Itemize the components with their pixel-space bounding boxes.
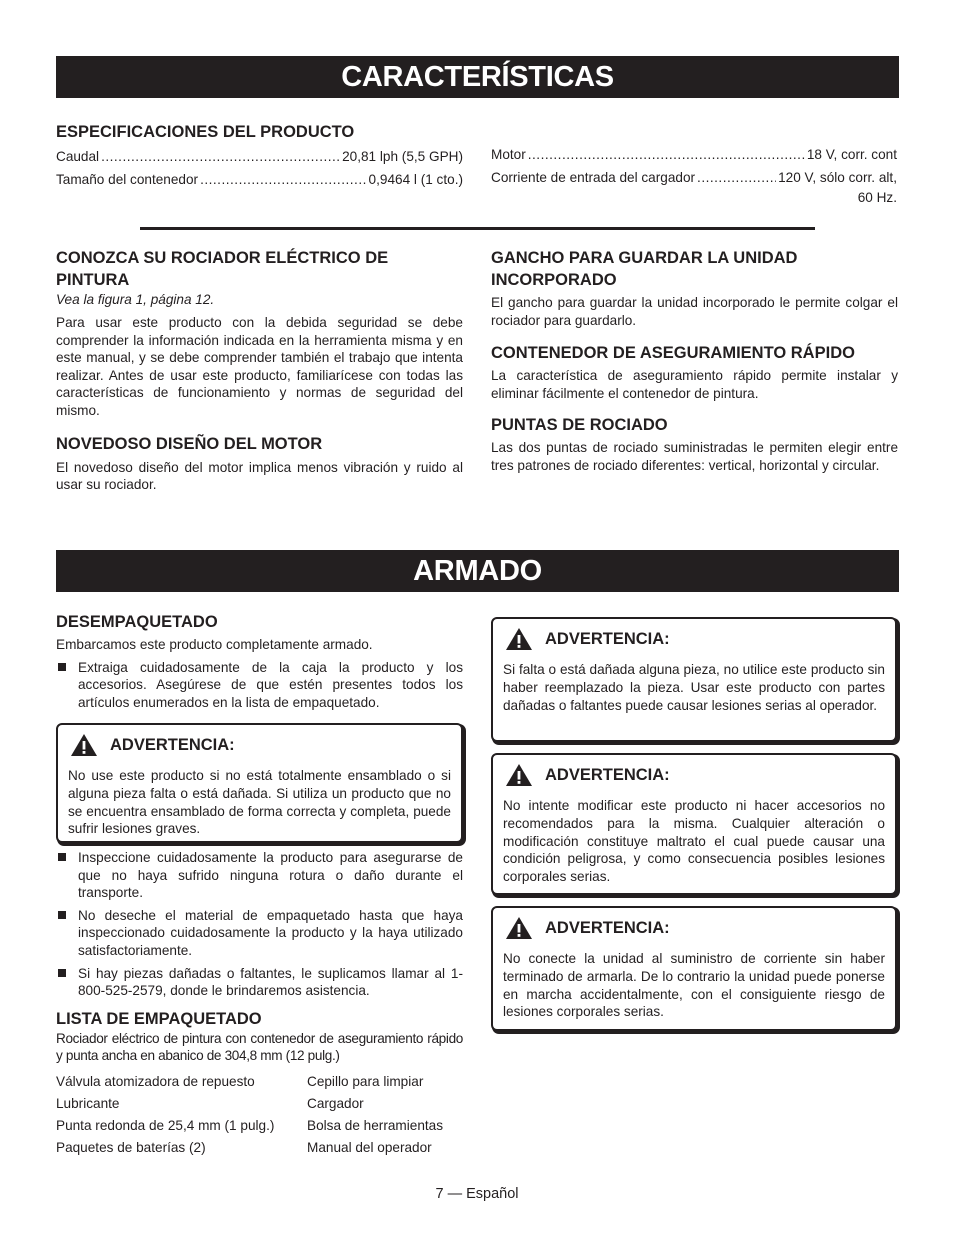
paragraph-motor: El novedoso diseño del motor implica menos vibración y ruido al usar su rociador. bbox=[56, 459, 463, 493]
heading-conozca: CONOZCA SU ROCIADOR ELÉCTRICO DE PINTURA bbox=[56, 249, 389, 289]
warning-title bbox=[503, 627, 885, 651]
warning-body: No conecte la unidad al suministro de corriente sin haber terminado de armarla. De lo contrario la unidad puede ponerse en marcha accidentalmente, con el consiguiente riesgo de lesiones corporales serias. bbox=[503, 951, 885, 1020]
paragraph-gancho: El gancho para guardar la unidad incorporado le permite colgar el rociador para guardarlo. bbox=[491, 295, 898, 328]
warning-title-text: ADVERTENCIA: bbox=[545, 766, 670, 784]
spec-row bbox=[56, 168, 463, 191]
spec-row bbox=[491, 143, 897, 166]
packing-item: Punta redonda de 25,4 mm (1 pulg.) bbox=[56, 1117, 275, 1133]
packing-item: Lubricante bbox=[56, 1095, 120, 1111]
paragraph-contenedor: La característica de aseguramiento rápido permite instalar y eliminar fácilmente el contenedor de pintura. bbox=[491, 368, 898, 401]
page-footer: 7 — Español bbox=[435, 1186, 519, 1202]
section-banner-caracteristicas: CARACTERÍSTICAS bbox=[56, 56, 899, 98]
warning-body: No use este producto si no está totalmente ensamblado o si alguna pieza falta o está dañada. Si utiliza un producto que no se encuentra ensamblado de forma correcta y completa, puede sufrir lesiones graves. bbox=[68, 768, 451, 837]
warning-title bbox=[68, 733, 451, 757]
warning-title bbox=[503, 916, 885, 940]
spec-value: 120 V, sólo corr. alt, bbox=[778, 170, 897, 185]
spec-value: 20,81 lph (5,5 GPH) bbox=[342, 149, 463, 164]
spec-label: Tamaño del contenedor bbox=[56, 172, 199, 187]
heading-lista: LISTA DE EMPAQUETADO bbox=[56, 1009, 262, 1028]
spec-label: Caudal bbox=[56, 149, 100, 164]
warning-title-text: ADVERTENCIA: bbox=[545, 630, 670, 648]
heading-desempaquetado: DESEMPAQUETADO bbox=[56, 613, 218, 631]
heading-motor: NOVEDOSO DISEÑO DEL MOTOR bbox=[56, 434, 323, 453]
warning-box bbox=[491, 617, 897, 742]
warning-title-text: ADVERTENCIA: bbox=[545, 919, 670, 937]
specs-right bbox=[491, 143, 897, 207]
warning-triangle-icon bbox=[505, 916, 533, 940]
packing-item: Bolsa de herramientas bbox=[307, 1117, 444, 1133]
bullet-list bbox=[56, 659, 463, 712]
packing-item: Cepillo para limpiar bbox=[307, 1073, 424, 1089]
packing-item: Manual del operador bbox=[307, 1139, 432, 1155]
spec-value: 0,9464 l (1 cto.) bbox=[368, 172, 463, 187]
packing-item: Cargador bbox=[307, 1095, 364, 1111]
bullet-list bbox=[56, 849, 463, 1000]
armado-left bbox=[56, 611, 463, 716]
list-item: Si hay piezas dañadas o faltantes, le suplicamos llamar al 1-800-525-2579, donde le brindaremos asistencia. bbox=[56, 965, 463, 1000]
spec-label: Motor bbox=[491, 147, 526, 162]
specs-heading: ESPECIFICACIONES DEL PRODUCTO bbox=[56, 123, 355, 141]
warning-box bbox=[56, 723, 463, 843]
warning-title bbox=[503, 763, 885, 787]
heading-contenedor: CONTENEDOR DE ASEGURAMIENTO RÁPIDO bbox=[491, 344, 855, 363]
spec-label: Corriente de entrada del cargador bbox=[491, 170, 696, 185]
specs-left bbox=[56, 121, 463, 191]
packing-item: Válvula atomizadora de repuesto bbox=[56, 1073, 255, 1089]
list-item: Extraiga cuidadosamente de la caja la producto y los accesorios. Asegúrese de que estén presentes todos los artículos enumerados en la lista de empaquetado. bbox=[56, 659, 463, 712]
warning-box bbox=[491, 906, 897, 1031]
warning-triangle-icon bbox=[505, 763, 533, 787]
warning-body: Si falta o está dañada alguna pieza, no utilice este producto sin haber reemplazado la pieza. Usar este producto con partes dañadas o faltantes puede causar lesiones serias al operador. bbox=[503, 662, 885, 713]
packing-list bbox=[56, 1071, 463, 1159]
figure-reference: Vea la figura 1, página 12. bbox=[56, 292, 215, 307]
heading-gancho: GANCHO PARA GUARDAR LA UNIDAD INCORPORADO bbox=[491, 249, 798, 289]
spec-row bbox=[56, 145, 463, 168]
leader-dots bbox=[697, 166, 776, 189]
warning-body: No intente modificar este producto ni hacer accesorios no recomendados para la misma. Cualquier alteración o modificación constituye maltrato el cual puede causar una condición peligrosa, y como consecuencia posibles lesiones corporales serias. bbox=[503, 798, 885, 885]
packing-item: Paquetes de baterías (2) bbox=[56, 1139, 206, 1155]
spec-value: 18 V, corr. cont bbox=[806, 147, 897, 162]
warning-title-text: ADVERTENCIA: bbox=[110, 736, 235, 754]
leader-dots bbox=[101, 145, 340, 168]
heading-puntas: PUNTAS DE ROCIADO bbox=[491, 416, 668, 435]
leader-dots bbox=[528, 143, 805, 166]
warning-triangle-icon bbox=[70, 733, 98, 757]
warning-triangle-icon bbox=[505, 627, 533, 651]
paragraph-lista: Rociador eléctrico de pintura con contenedor de aseguramiento rápido y punta ancha en abanico de 304,8 mm (12 pulg.) bbox=[56, 1030, 463, 1064]
spec-row bbox=[491, 166, 897, 189]
paragraph-puntas: Las dos puntas de rociado suministradas le permiten elegir entre tres patrones de rociado diferentes: vertical, horizontal y circular. bbox=[491, 440, 898, 473]
list-item: No deseche el material de empaquetado hasta que haya inspeccionado cuidadosamente la producto y la haya utilizado satisfactoriamente. bbox=[56, 907, 463, 960]
leader-dots bbox=[200, 168, 366, 191]
features-left bbox=[56, 247, 463, 494]
spec-value-continued: 60 Hz. bbox=[857, 190, 897, 205]
section-banner-armado: ARMADO bbox=[56, 550, 899, 592]
section-divider bbox=[140, 227, 815, 230]
features-right bbox=[491, 247, 898, 475]
paragraph-conozca: Para usar este producto con la debida seguridad se debe comprender la información indicada en la herramienta misma y en este manual, y se debe comprender también el trabajo que intenta realizar. Antes de usar este producto, familiarícese con todas las características de funcionamiento y normas de seguridad del mismo. bbox=[56, 315, 463, 418]
armado-left-continued bbox=[56, 849, 463, 1159]
paragraph-desempaquetado: Embarcamos este producto completamente armado. bbox=[56, 637, 373, 652]
list-item: Inspeccione cuidadosamente la producto para asegurarse de que no haya sufrido ninguna rotura o daño durante el transporte. bbox=[56, 849, 463, 902]
warning-box bbox=[491, 753, 897, 895]
